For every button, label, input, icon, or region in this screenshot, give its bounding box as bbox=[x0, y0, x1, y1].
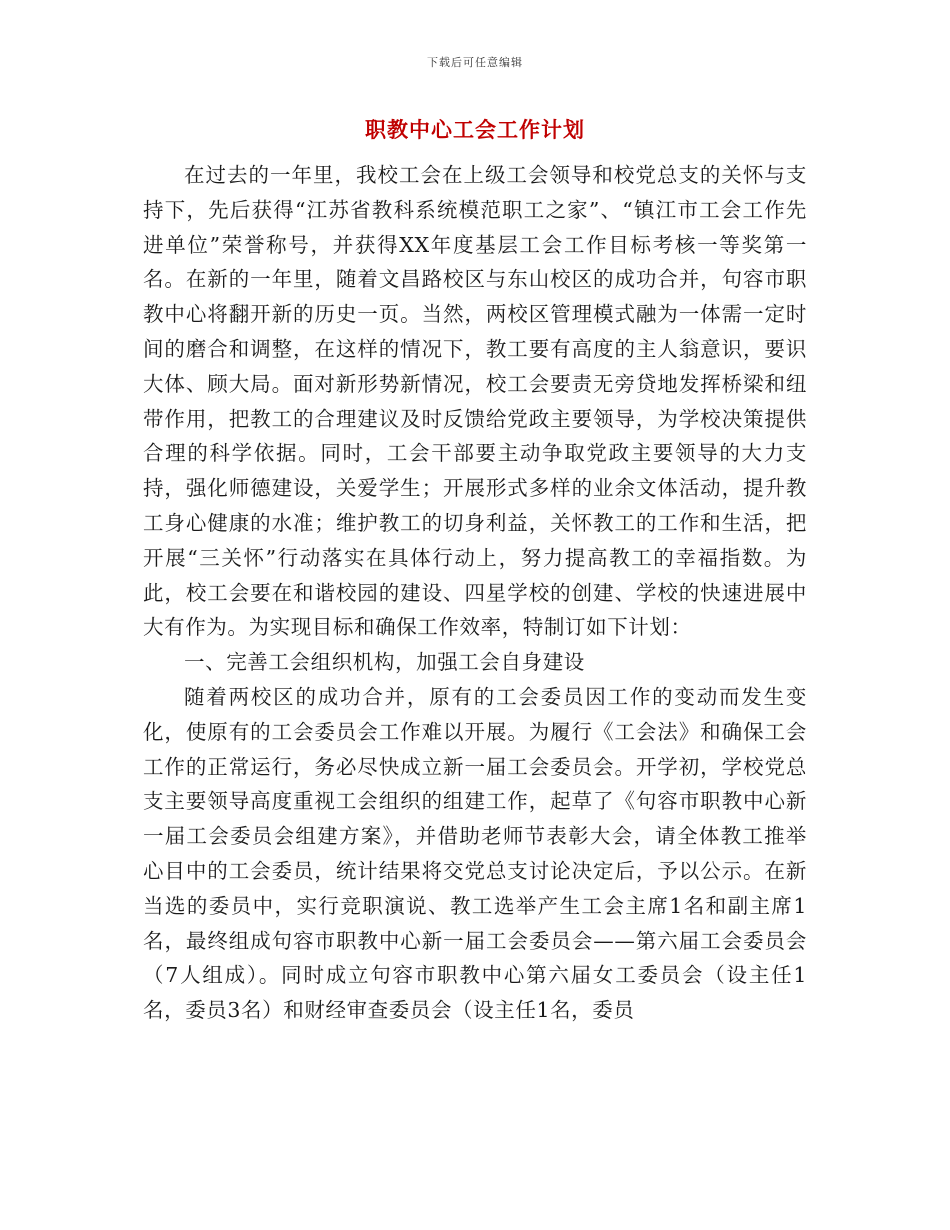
section-heading: 一、完善工会组织机构，加强工会自身建设 bbox=[184, 650, 585, 675]
document-title: 职教中心工会工作计划 bbox=[365, 117, 585, 142]
paragraph-section-one: 随着两校区的成功合并，原有的工会委员因工作的变动而发生变化，使原有的工会委员会工作难以开展。为履行《工会法》和确保工会工作的正常运行，务必尽快成立新一届工会委员会。开学初，学校党总支主要领导高度重视工会组织的组建工作，起草了《句容市职教中心新一届工会委员会组建方案》，并借助老师节表彰大会，请全体教工推举心目中的工会委员，统计结果将交党总支讨论决定后，予以公示。在新当选的委员中，实行竞职演说、教工选举产生工会主席1名和副主席1名，最终组成句容市职教中心新一届工会委员会——第六届工会委员会（7人组成）。同时成立句容市职教中心第六届女工委员会（设主任1名，委员3名）和财经审查委员会（设主任1名，委员 bbox=[143, 684, 807, 1023]
paragraph-intro: 在过去的一年里，我校工会在上级工会领导和校党总支的关怀与支持下，先后获得“江苏省教科系统模范职工之家”、“镇江市工会工作先进单位”荣誉称号，并获得XX年度基层工会工作目标考核一等奖第一名。在新的一年里，随着文昌路校区与东山校区的成功合并，句容市职教中心将翻开新的历史一页。当然，两校区管理模式融为一体需一定时间的磨合和调整，在这样的情况下，教工要有高度的主人翁意识，要识大体、顾大局。面对新形势新情况，校工会要责无旁贷地发挥桥梁和纽带作用，把教工的合理建议及时反馈给党政主要领导，为学校决策提供合理的科学依据。同时，工会干部要主动争取党政主要领导的大力支持，强化师德建设，关爱学生；开展形式多样的业余文体活动，提升教工身心健康的水准；维护教工的切身利益，关怀教工的工作和生活，把开展“三关怀”行动落实在具体行动上，努力提高教工的幸福指数。为此，校工会要在和谐校园的建设、四星学校的创建、学校的快速进展中大有作为。为实现目标和确保工作效率，特制订如下计划： bbox=[143, 163, 807, 640]
header-note: 下载后可任意编辑 bbox=[427, 56, 523, 69]
document-body bbox=[143, 158, 807, 1028]
